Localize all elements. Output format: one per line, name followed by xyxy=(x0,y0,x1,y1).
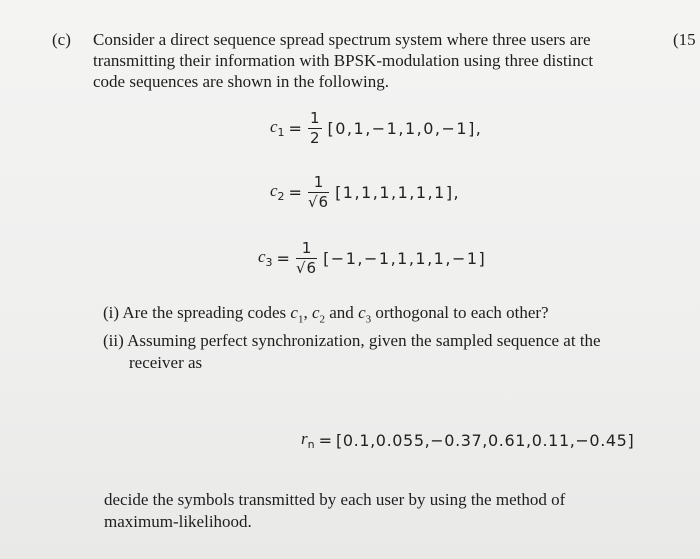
received-vector: [0.1,0.055,−0.37,0.61,0.11,−0.45] xyxy=(336,430,635,450)
code-equation-c3: $c_3$ = $\frac{1}{√6}$ [−1,−1,1,1,1,−1] xyxy=(258,239,487,277)
marks-label: (15 xyxy=(673,30,696,49)
code-vector: [1,1,1,1,1,1], xyxy=(335,183,461,202)
part-label: (c) xyxy=(52,30,71,49)
sub-question-ii: (ii) Assuming perfect synchronization, given the sampled sequence at the xyxy=(103,331,601,350)
code-symbol: $c_3$ xyxy=(258,247,273,270)
code-coefficient: $\frac{1}{√6}$ xyxy=(295,239,317,277)
code-vector: [0,1,−1,1,0,−1], xyxy=(327,119,483,138)
intro-line-2: transmitting their information with BPSK-modulation using three distinct xyxy=(93,51,594,70)
sub-question-label: (ii) xyxy=(103,331,124,350)
closing-line-2: maximum-likelihood. xyxy=(104,512,252,531)
code-equation-c1: $c_1$ = $\frac{1}{2}$ [0,1,−1,1,0,−1], xyxy=(270,109,483,147)
intro-line-3: code sequences are shown in the following. xyxy=(93,72,389,91)
intro-line-1: Consider a direct sequence spread spectrum system where three users are xyxy=(93,30,591,49)
code-vector: [−1,−1,1,1,1,−1] xyxy=(323,249,487,268)
code-symbol: $c_2$ xyxy=(270,181,285,204)
sub-question-ii-line-2: receiver as xyxy=(129,353,203,372)
code-coefficient: $\frac{1}{√6}$ xyxy=(307,173,329,211)
code-equation-c2: $c_2$ = $\frac{1}{√6}$ [1,1,1,1,1,1], xyxy=(270,173,461,211)
received-sequence: $r_n$ = [0.1,0.055,−0.37,0.61,0.11,−0.45] xyxy=(301,429,635,452)
sqrt-sign: √6 xyxy=(307,193,329,211)
received-symbol: $r_n$ xyxy=(301,429,315,452)
sub-question-i: (i) Are the spreading codes $c_1$, $c_2$ and $c_3$ orthogonal to each other? xyxy=(103,303,549,326)
closing-line-1: decide the symbols transmitted by each user by using the method of xyxy=(104,490,566,509)
code-coefficient: $\frac{1}{2}$ xyxy=(309,109,320,147)
code-symbol: $c_1$ xyxy=(270,117,285,140)
sub-question-label: (i) xyxy=(103,303,120,322)
sqrt-sign: √6 xyxy=(295,259,317,277)
